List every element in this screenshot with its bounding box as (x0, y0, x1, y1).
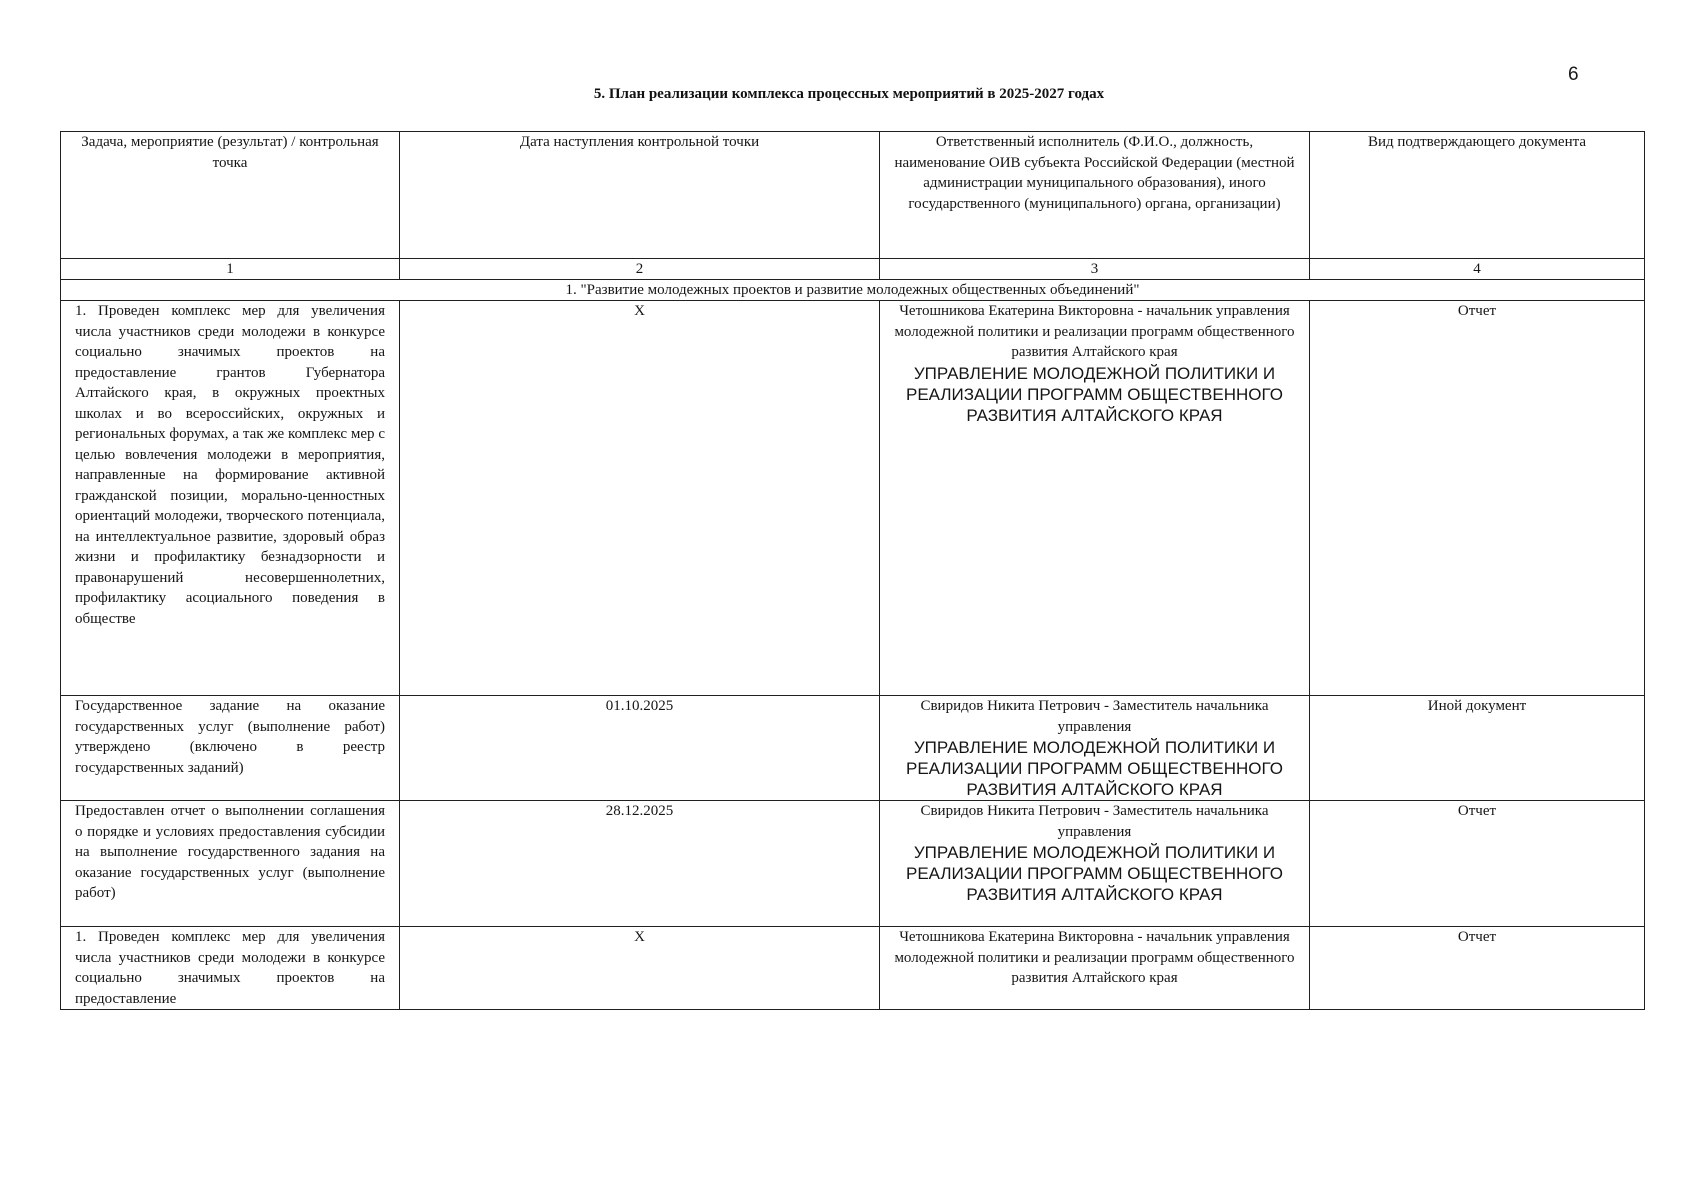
table-row (61, 301, 1645, 696)
document-cell: Отчет (1310, 301, 1645, 696)
column-number-row (61, 259, 1645, 280)
date-cell: 28.12.2025 (400, 801, 880, 927)
responsible-cell (880, 927, 1310, 1010)
task-cell: 1. Проведен комплекс мер для увеличения числа участников среди молодежи в конкурсе социально значимых проектов на предоставление грантов Губернатора Алтайского края, в окружных проектных школах и во всероссийских, окружных и региональных форумах, а так же комплекс мер с целью вовлечения молодежи в мероприятия, направленные на формирование активной гражданской позиции, морально-ценностных ориентаций молодежи, творческого потенциала, на интеллектуальное развитие, здоровый образ жизни и профилактику безнадзорности и правонарушений несовершеннолетних, профилактику асоциального поведения в обществе (61, 301, 400, 696)
date-cell: 01.10.2025 (400, 696, 880, 801)
task-cell: Государственное задание на оказание государственных услуг (выполнение работ) утверждено (включено в реестр государственных заданий) (61, 696, 400, 801)
header-date: Дата наступления контрольной точки (400, 132, 880, 259)
column-number: 3 (880, 259, 1310, 280)
table-row (61, 927, 1645, 1010)
header-responsible: Ответственный исполнитель (Ф.И.О., должность, наименование ОИВ субъекта Российской Федерации (местной администрации муниципального образования), иного государственного (муниципального) органа, организации) (880, 132, 1310, 259)
page-title: 5. План реализации комплекса процессных мероприятий в 2025-2027 годах (593, 86, 1105, 102)
plan-table (60, 131, 1645, 1010)
document-cell: Отчет (1310, 801, 1645, 927)
document-cell: Отчет (1310, 927, 1645, 1010)
task-text: 1. Проведен комплекс мер для увеличения числа участников среди молодежи в конкурсе социально значимых проектов на предоставление (75, 929, 385, 1007)
header-document: Вид подтверждающего документа (1310, 132, 1645, 259)
document-cell: Иной документ (1310, 696, 1645, 801)
section-title: 1. "Развитие молодежных проектов и развитие молодежных общественных объединений" (61, 280, 1645, 301)
responsible-cell (880, 801, 1310, 927)
date-cell: X (400, 301, 880, 696)
responsible-cell (880, 301, 1310, 696)
table-row (61, 801, 1645, 927)
responsible-person: Четошникова Екатерина Викторовна - начальник управления молодежной политики и реализации программ общественного развития Алтайского края (894, 303, 1295, 360)
responsible-person: Свиридов Никита Петрович - Заместитель начальника управления (920, 698, 1269, 735)
date-cell: X (400, 927, 880, 1010)
responsible-cell (880, 696, 1310, 801)
task-cell: Предоставлен отчет о выполнении соглашения о порядке и условиях предоставления субсидии на выполнение государственного задания на оказание государственных услуг (выполнение работ) (61, 801, 400, 927)
column-number: 1 (61, 259, 400, 280)
task-cell (61, 927, 400, 1010)
column-number: 2 (400, 259, 880, 280)
header-task: Задача, мероприятие (результат) / контрольная точка (61, 132, 400, 259)
page-number: 6 (1568, 64, 1579, 85)
responsible-person: Четошникова Екатерина Викторовна - начальник управления молодежной политики и реализации программ общественного развития Алтайского края (894, 929, 1295, 986)
table-header-row (61, 132, 1645, 259)
responsible-organization: УПРАВЛЕНИЕ МОЛОДЕЖНОЙ ПОЛИТИКИ И РЕАЛИЗАЦИИ ПРОГРАММ ОБЩЕСТВЕННОГО РАЗВИТИЯ АЛТАЙСКОГО КРАЯ (906, 843, 1283, 904)
responsible-organization: УПРАВЛЕНИЕ МОЛОДЕЖНОЙ ПОЛИТИКИ И РЕАЛИЗАЦИИ ПРОГРАММ ОБЩЕСТВЕННОГО РАЗВИТИЯ АЛТАЙСКОГО КРАЯ (906, 363, 1283, 425)
responsible-organization: УПРАВЛЕНИЕ МОЛОДЕЖНОЙ ПОЛИТИКИ И РЕАЛИЗАЦИИ ПРОГРАММ ОБЩЕСТВЕННОГО РАЗВИТИЯ АЛТАЙСКОГО КРАЯ (906, 738, 1283, 799)
table-row (61, 696, 1645, 801)
section-row (61, 280, 1645, 301)
responsible-person: Свиридов Никита Петрович - Заместитель начальника управления (920, 803, 1269, 840)
column-number: 4 (1310, 259, 1645, 280)
